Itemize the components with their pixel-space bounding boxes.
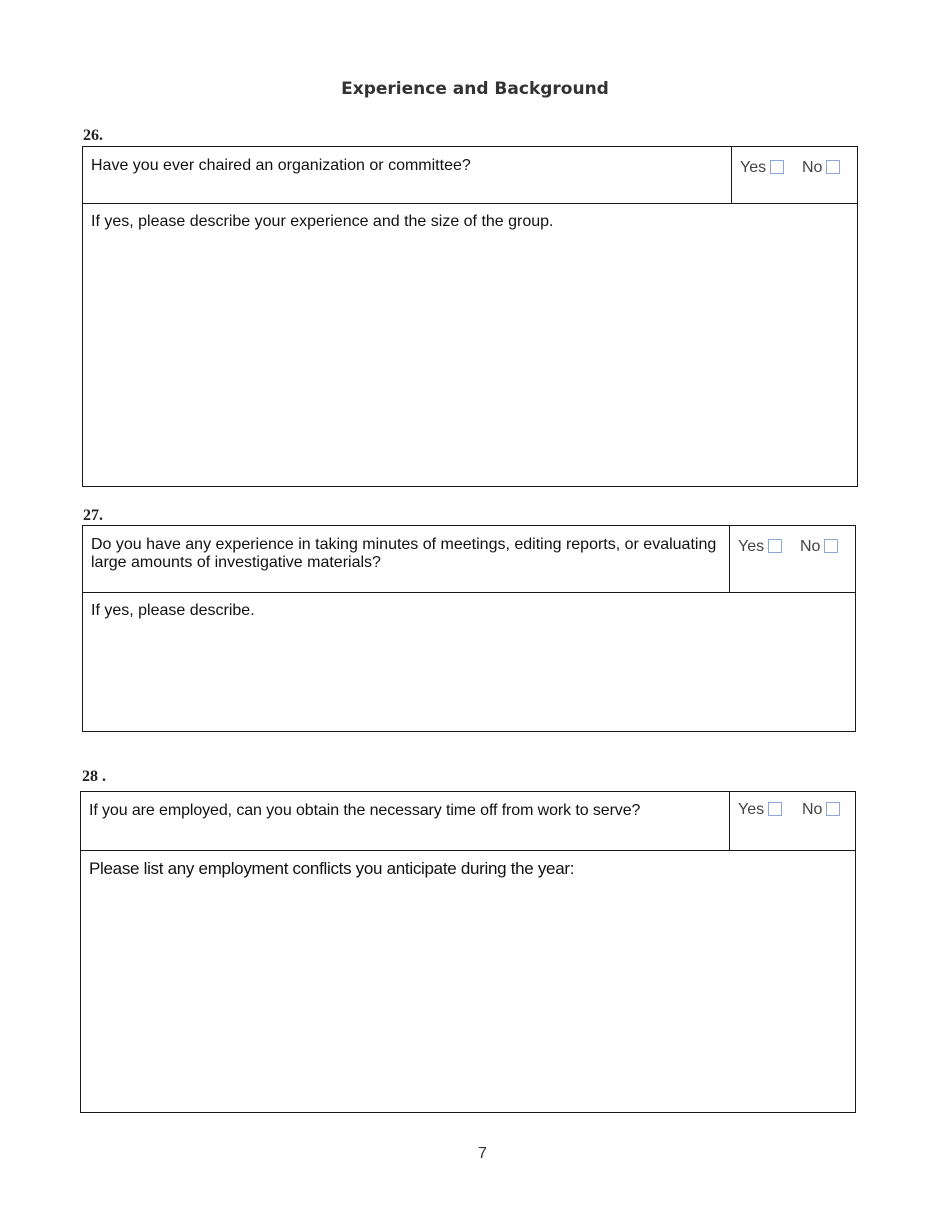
question-28-no-label: No [802,801,823,818]
question-28-yes-checkbox[interactable] [768,802,782,816]
question-26-number: 26. [83,127,103,144]
question-27-yes-option[interactable] [738,538,782,556]
question-26-yes-no [731,147,857,203]
question-27-number: 27. [83,507,103,524]
question-28-yes-no [729,792,855,850]
question-26-no-label: No [802,159,823,176]
question-26-no-option[interactable] [802,159,840,177]
question-28-no-option[interactable] [802,801,840,819]
page-title: Experience and Background [341,79,609,99]
question-28-box [80,791,856,1113]
question-26-yes-label: Yes [740,159,767,176]
question-27-row [83,526,855,593]
question-26-followup-label: If yes, please describe your experience and the size of the group. [91,213,554,230]
question-28-row [81,792,855,851]
question-26-row [83,147,857,204]
question-27-yes-checkbox[interactable] [768,539,782,553]
question-28-yes-option[interactable] [738,801,782,819]
question-27-no-label: No [800,538,821,555]
question-27-yes-no [729,526,855,592]
page-number: 7 [478,1145,487,1162]
question-28-no-checkbox[interactable] [826,802,840,816]
question-27-yes-label: Yes [738,538,765,555]
question-28-yes-label: Yes [738,801,765,818]
question-26-yes-option[interactable] [740,159,784,177]
question-28-number: 28 . [82,768,106,785]
question-26-box [82,146,858,487]
question-26-yes-checkbox[interactable] [770,160,784,174]
question-26-text: Have you ever chaired an organization or committee? [91,157,471,174]
question-27-box [82,525,856,732]
question-26-no-checkbox[interactable] [826,160,840,174]
question-27-text: Do you have any experience in taking minutes of meetings, editing reports, or evaluating large amounts of investigative materials? [91,536,717,571]
question-27-no-checkbox[interactable] [824,539,838,553]
question-27-followup-label: If yes, please describe. [91,602,255,619]
question-28-followup-label: Please list any employment conflicts you anticipate during the year: [89,859,575,878]
question-27-no-option[interactable] [800,538,838,556]
question-28-text: If you are employed, can you obtain the necessary time off from work to serve? [89,802,641,819]
